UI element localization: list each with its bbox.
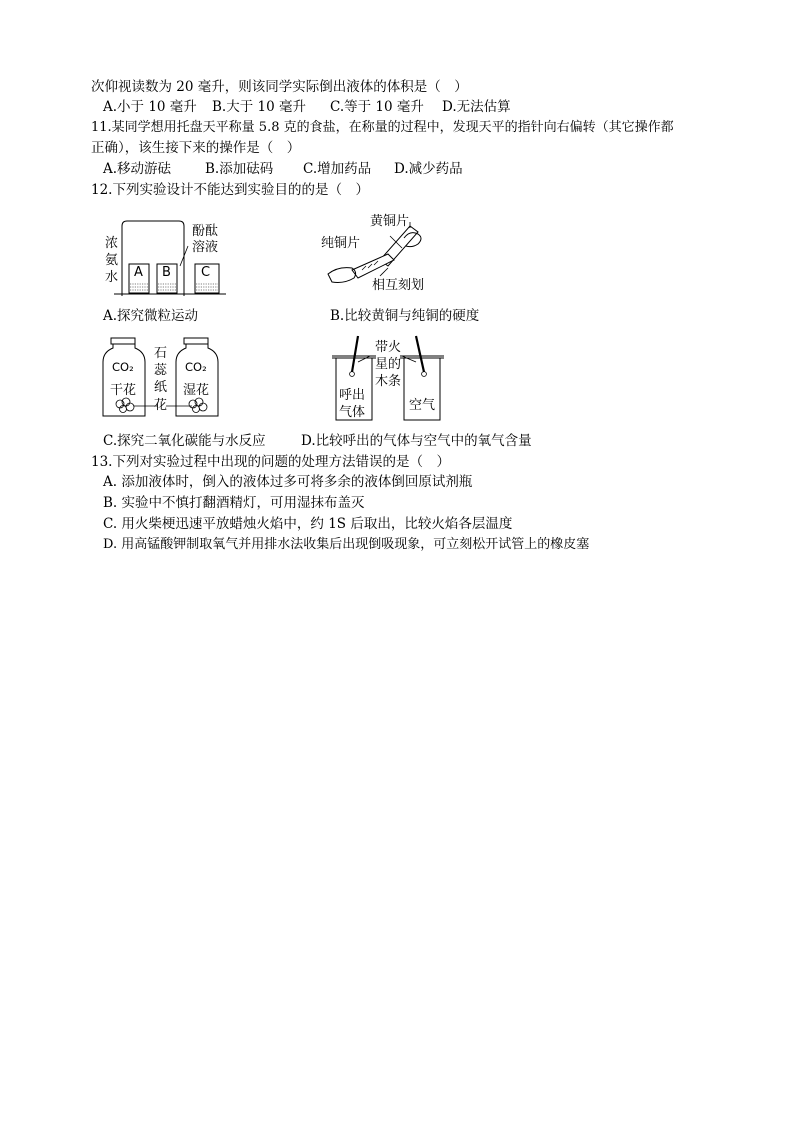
fig-c-middle-label-2: 蕊 [154, 363, 168, 378]
fig-b-caption: B.比较黄铜与纯铜的硬度 [330, 308, 480, 324]
fig-a-left-label-2: 氨 [105, 253, 119, 268]
q13-stem: 13.下列对实验过程中出现的问题的处理方法错误的是（ ） [91, 454, 450, 470]
fig-c-gas-left: CO₂ [112, 360, 134, 374]
figure-d-oxygen-experiment [328, 334, 448, 422]
fig-d-jar-right: 空气 [409, 398, 436, 413]
q11-option-a: A.移动游砝 [103, 161, 172, 177]
fig-b-top-label: 黄铜片 [370, 214, 410, 229]
fig-d-stick-label-3: 木条 [375, 374, 402, 389]
fig-c-jar-right: 湿花 [183, 383, 210, 398]
q11-option-c: C.增加药品 [303, 161, 372, 177]
q12-stem: 12.下列实验设计不能达到实验目的的是（ ） [91, 182, 369, 198]
fig-d-caption: D.比较呼出的气体与空气中的氧气含量 [301, 433, 532, 449]
fig-d-stick-label-1: 带火 [375, 340, 402, 355]
q11-option-d: D.减少药品 [394, 161, 463, 177]
q10-option-b: B.大于 10 毫升 [212, 99, 306, 115]
q10-option-d: D.无法估算 [442, 99, 511, 115]
fig-a-beaker-a: A [134, 265, 143, 280]
fig-b-left-label: 纯铜片 [321, 236, 361, 251]
fig-d-stick-label-2: 星的 [375, 357, 402, 372]
figure-b-hardness-experiment [318, 208, 458, 293]
q10-option-c: C.等于 10 毫升 [330, 99, 424, 115]
q13-option-d: D. 用高锰酸钾制取氧气并用排水法收集后出现倒吸现象，可立刻松开试管上的橡皮塞 [103, 537, 590, 552]
q13-option-c: C. 用火柴梗迅速平放蜡烛火焰中，约 1S 后取出，比较火焰各层温度 [103, 516, 513, 532]
fig-d-jar-left-1: 呼出 [339, 388, 366, 403]
figure-c-co2-experiment [100, 336, 230, 420]
fig-c-middle-label-4: 花 [154, 398, 168, 413]
fig-a-caption: A.探究微粒运动 [103, 308, 199, 324]
fig-c-middle-label-1: 石 [154, 346, 168, 361]
q10-option-a: A.小于 10 毫升 [103, 99, 197, 115]
fig-a-left-label-3: 水 [105, 270, 119, 285]
fig-c-jar-left: 干花 [110, 383, 137, 398]
fig-a-beaker-c: C [201, 265, 211, 280]
fig-a-left-label-1: 浓 [105, 236, 119, 251]
figure-a-ammonia-experiment [100, 218, 235, 298]
fig-c-caption: C.探究二氧化碳能与水反应 [103, 433, 266, 449]
fig-d-jar-left-2: 气体 [339, 405, 366, 420]
q13-option-a: A. 添加液体时，倒入的液体过多可将多余的液体倒回原试剂瓶 [103, 474, 473, 490]
fig-c-gas-right: CO₂ [185, 360, 207, 374]
q11-stem-line2: 正确），该生接下来的操作是（ ） [91, 140, 301, 156]
fig-b-bottom-label: 相互刻划 [372, 278, 425, 293]
q11-stem-line1: 11.某同学想用托盘天平称量 5.8 克的食盐，在称量的过程中，发现天平的指针向右偏转（其它操作都 [91, 120, 674, 135]
q10-stem: 次仰视读数为 20 毫升，则该同学实际倒出液体的体积是（ ） [91, 79, 468, 95]
fig-a-beaker-b: B [162, 265, 171, 280]
q11-option-b: B.添加砝码 [205, 161, 274, 177]
fig-a-right-label-1: 酚酞 [192, 224, 219, 239]
fig-a-right-label-2: 溶液 [192, 240, 219, 255]
fig-c-middle-label-3: 纸 [154, 380, 168, 395]
q13-option-b: B. 实验中不慎打翻酒精灯，可用湿抹布盖灭 [103, 495, 365, 511]
